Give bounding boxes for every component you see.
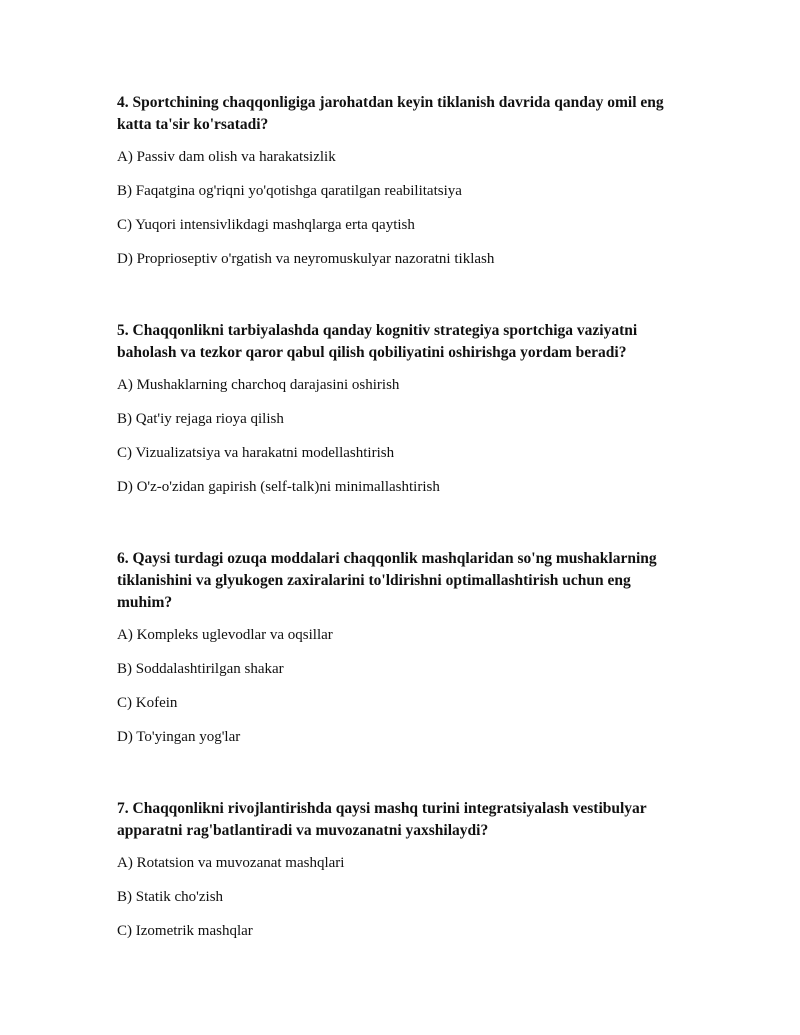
- option-c: C) Yuqori intensivlikdagi mashqlarga erta qaytish: [117, 217, 415, 233]
- question-title: 7. Chaqqonlikni rivojlantirishda qaysi mashq turini integratsiyalash vestibulyar apparatni rag'batlantiradi va muvozanatni yaxshilaydi?: [117, 800, 647, 839]
- option-c: C) Kofein: [117, 695, 178, 711]
- option-d: D) To'yingan yog'lar: [117, 729, 241, 745]
- option-b: B) Soddalashtirilgan shakar: [117, 661, 284, 677]
- question-spacer: [117, 283, 687, 320]
- option-d: D) O'z-o'zidan gapirish (self-talk)ni minimallashtirish: [117, 479, 440, 495]
- option-c: C) Izometrik mashqlar: [117, 923, 253, 939]
- question-spacer: [117, 511, 687, 548]
- option-b: B) Faqatgina og'riqni yo'qotishga qaratilgan reabilitatsiya: [117, 183, 462, 199]
- question-6: [117, 548, 687, 747]
- question-spacer: [117, 761, 687, 798]
- question-title: 5. Chaqqonlikni tarbiyalashda qanday kognitiv strategiya sportchiga vaziyatni baholash va tezkor qaror qabul qilish qobiliyatini oshirishga yordam beradi?: [117, 322, 638, 361]
- question-4: [117, 92, 687, 269]
- document-page: [117, 92, 687, 955]
- question-7: [117, 798, 687, 941]
- question-title: 6. Qaysi turdagi ozuqa moddalari chaqqonlik mashqlaridan so'ng mushaklarning tiklanishini va glyukogen zaxiralarini to'ldirishni optimallashtirish uchun eng muhim?: [117, 550, 657, 611]
- option-a: A) Passiv dam olish va harakatsizlik: [117, 149, 336, 165]
- option-a: A) Mushaklarning charchoq darajasini oshirish: [117, 377, 400, 393]
- option-a: A) Rotatsion va muvozanat mashqlari: [117, 855, 345, 871]
- question-5: [117, 320, 687, 497]
- question-title: 4. Sportchining chaqqonligiga jarohatdan keyin tiklanish davrida qanday omil eng katta ta'sir ko'rsatadi?: [117, 94, 664, 133]
- option-b: B) Statik cho'zish: [117, 889, 224, 905]
- option-b: B) Qat'iy rejaga rioya qilish: [117, 411, 284, 427]
- option-d: D) Proprioseptiv o'rgatish va neyromuskulyar nazoratni tiklash: [117, 251, 495, 267]
- option-c: C) Vizualizatsiya va harakatni modellashtirish: [117, 445, 395, 461]
- option-a: A) Kompleks uglevodlar va oqsillar: [117, 627, 333, 643]
